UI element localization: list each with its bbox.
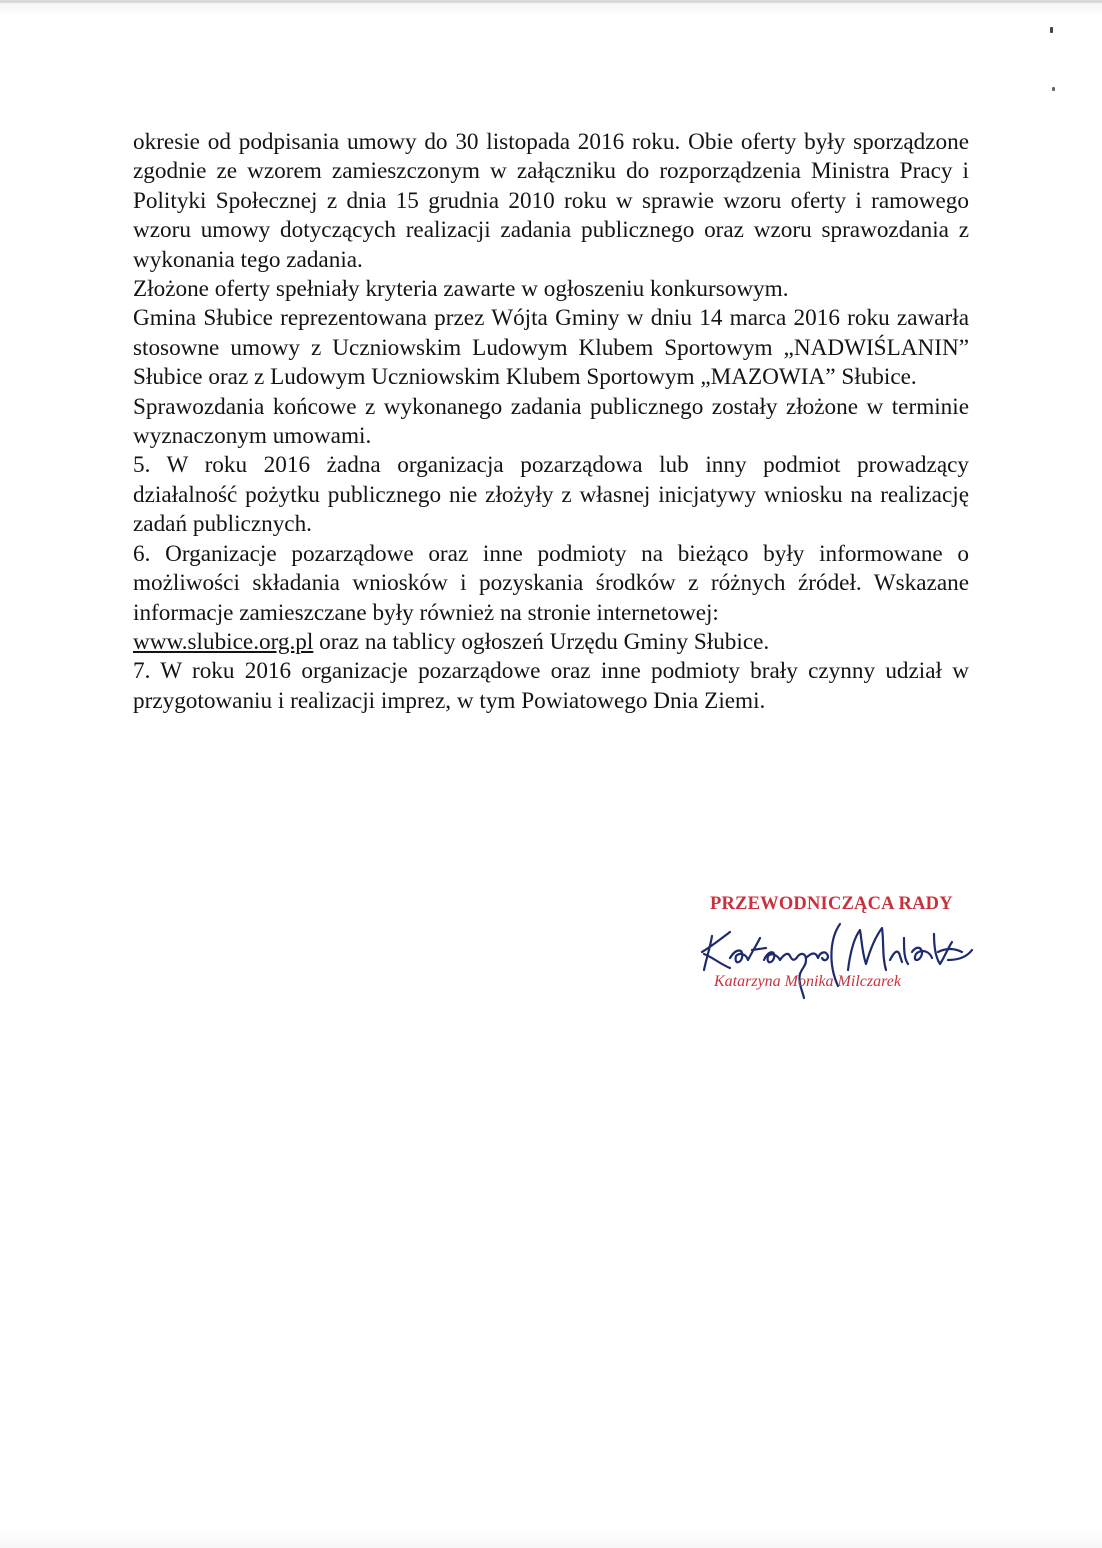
paragraph-item-7: 7. W roku 2016 organizacje pozarządowe oraz inne podmioty brały czynny udział w przygotowaniu i realizacji imprez, w tym Powiatowego Dnia Ziemi.: [133, 658, 969, 714]
signature-block: [690, 890, 980, 1010]
paragraph-criteria: Złożone oferty spełniały kryteria zawarte w ogłoszeniu konkursowym.: [133, 276, 789, 303]
scan-speck: [1052, 87, 1055, 91]
stamp-name: Katarzyna Monika Milczarek: [714, 973, 901, 990]
paragraph-contracts: Gmina Słubice reprezentowana przez Wójta Gminy w dniu 14 marca 2016 roku zawarła stosowne umowy z Uczniowskim Ludowym Klubem Sportowym „NADWIŚLANIN” Słubice oraz z Ludowym Uczniowskim Klubem Sportowym „MAZOWIA” Słubice.: [133, 305, 969, 391]
stamp-title: PRZEWODNICZĄCA RADY: [710, 894, 953, 914]
handwritten-signature-icon: [690, 908, 980, 1008]
paragraph-item-5: 5. W roku 2016 żadna organizacja pozarządowa lub inny podmiot prowadzący działalność pożytku publicznego nie złożyły z własnej inicjatywy wniosku na realizację zadań publicznych.: [133, 452, 969, 538]
paragraph-item-6: [133, 540, 969, 658]
website-link[interactable]: www.slubice.org.pl: [133, 628, 314, 655]
paragraph-offers: okresie od podpisania umowy do 30 listopada 2016 roku. Obie oferty były sporządzone zgodnie ze wzorem zamieszczonym w załączniku do rozporządzenia Ministra Pracy i Polityki Społecznej z dnia 15 grudnia 2010 roku w sprawie wzoru oferty i ramowego wzoru umowy dotyczących realizacji zadania publicznego oraz wzoru sprawozdania z wykonania tego zadania.: [133, 129, 969, 273]
paragraph-item-6-text-after: oraz na tablicy ogłoszeń Urzędu Gminy Słubice.: [313, 628, 770, 655]
paragraph-reports: Sprawozdania końcowe z wykonanego zadania publicznego zostały złożone w terminie wyznaczonym umowami.: [133, 393, 969, 450]
scan-edge: [0, 0, 1102, 3]
scan-speck: [1050, 27, 1053, 33]
document-body: [133, 128, 969, 716]
paragraph-item-6-text: 6. Organizacje pozarządowe oraz inne podmioty na bieżąco były informowane o możliwości składania wniosków i pozyskania środków z różnych źródeł. Wskazane informacje zamieszczane były również na stronie internetowej:: [133, 540, 969, 626]
